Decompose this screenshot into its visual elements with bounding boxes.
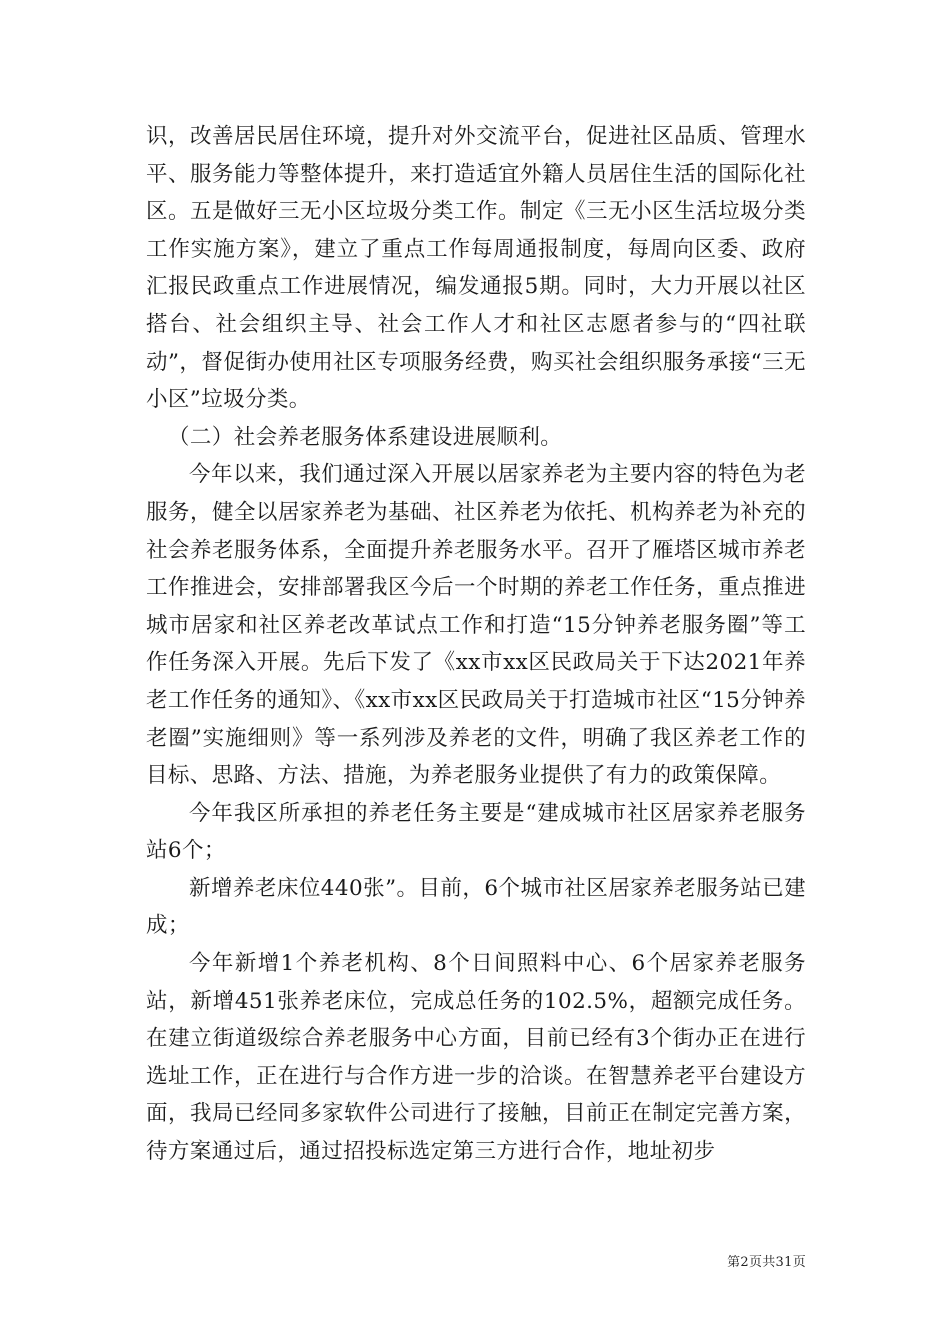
paragraph: 今年以来，我们通过深入开展以居家养老为主要内容的特色为老服务，健全以居家养老为基础、社区养老为依托、机构养老为补充的社会养老服务体系，全面提升养老服务水平。召开了雁塔区城市养老工作推进会，安排部署我区今后一个时期的养老工作任务，重点推进城市居家和社区养老改革试点工作和打造“15分钟养老服务圈”等工作任务深入开展。先后下发了《xx市xx区民政局关于下达2021年养老工作任务的通知》、《xx市xx区民政局关于打造城市社区“15分钟养老圈”实施细则》等一系列涉及养老的文件，明确了我区养老工作的目标、思路、方法、措施，为养老服务业提供了有力的政策保障。	[146, 462, 806, 789]
paragraph: 今年新增1个养老机构、8个日间照料中心、6个居家养老服务站，新增451张养老床位，完成总任务的102.5%，超额完成任务。在建立街道级综合养老服务中心方面，目前已经有3个街办正在进行选址工作，正在进行与合作方进一步的洽谈。在智慧养老平台建设方面，我局已经同多家软件公司进行了接触，目前正在制定完善方案，待方案通过后，通过招投标选定第三方进行合作，地址初步	[146, 951, 806, 1165]
paragraph-continuation: 识，改善居民居住环境，提升对外交流平台，促进社区品质、管理水平、服务能力等整体提升，来打造适宜外籍人员居住生活的国际化社区。五是做好三无小区垃圾分类工作。制定《三无小区生活垃圾分类工作实施方案》，建立了重点工作每周通报制度，每周向区委、政府汇报民政重点工作进展情况，编发通报5期。同时，大力开展以社区搭台、社会组织主导、社会工作人才和社区志愿者参与的“四社联动”，督促街办使用社区专项服务经费，购买社会组织服务承接“三无小区”垃圾分类。	[146, 124, 806, 413]
paragraph: 今年我区所承担的养老任务主要是“建成城市社区居家养老服务站6个；	[146, 800, 806, 864]
section-heading: （二）社会养老服务体系建设进展顺利。	[168, 424, 563, 450]
document-body	[146, 118, 806, 1171]
page-number: 第2页共31页	[727, 1255, 806, 1270]
paragraph: 新增养老床位440张”。目前，6个城市社区居家养老服务站已建成；	[146, 875, 806, 939]
